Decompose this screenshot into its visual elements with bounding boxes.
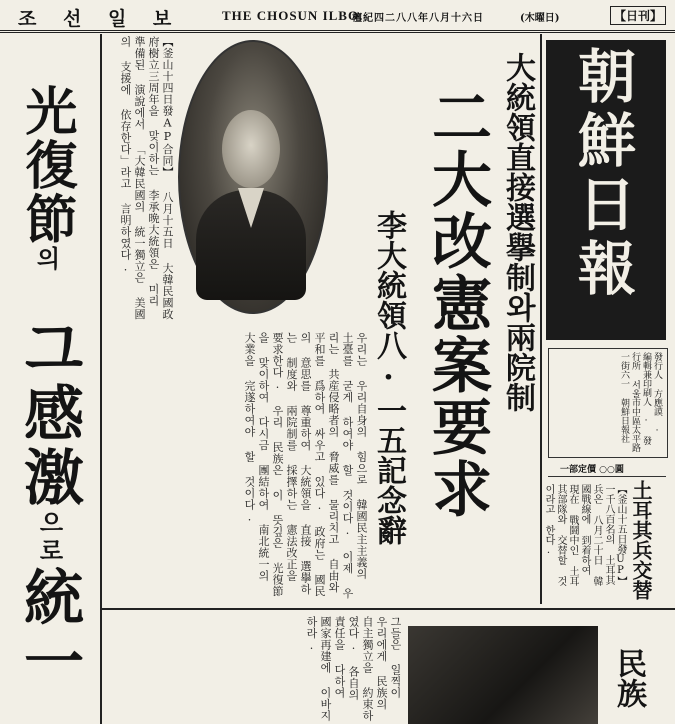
bottom-rule (100, 608, 675, 610)
nameplate-info: 發行人 方應謨 · 編輯兼印刷人 · 發行所 서울市中區太平路一街六一 朝鮮日報社 (619, 352, 662, 452)
left-headline-particle-2: 으로 (35, 510, 64, 566)
main-headline: 二大改憲案要求 (422, 86, 492, 520)
portrait-photo-face (222, 110, 280, 188)
column-rule-left (100, 34, 102, 724)
masthead-date: 檀紀四二八八年八月十六日 (352, 13, 484, 24)
left-headline-line2 (14, 318, 84, 724)
photo-caption: 【釜山十四日發AP合同】 八月十五日 大韓民國政府樹立三周年을 맞이하는 李承晩大統領은 미리 準備된 演說에서 「大韓民國의 統一獨立은 美國의 支援에 依存한다」라고 言明하였다. (119, 36, 174, 320)
price-text: 一部定價 ○○圓 (560, 465, 624, 475)
masthead-weekday: (木曜日) (520, 13, 560, 24)
masthead-edition: 【日刊】 (610, 6, 666, 25)
bottom-photo (408, 626, 598, 724)
brief-title: 土耳其兵交替 (629, 480, 653, 600)
article-body: 우리는 우리自身의 힘으로 韓國民主主義의 土臺를 굳게 하여야 할 것이다. 이제 우리는 共産侵略者의 脅威를 물리치고 自由와 平和를 爲하여 싸우고 있다. 政府는 國民의 意思를 尊重하여 大統領을 直接 選擧하는 制度와 兩院制를 採擇하는 憲法改正을 要求한다. 우리 民族은 이 뜻깊은 光復節을 맞이하여 다시금 團結하여 南北統一의 大業을 完遂하여야 할 것이다. (243, 332, 368, 599)
nameplate-title: 朝鮮日報 (568, 46, 636, 302)
bottom-article-text: 그들은 일찍이 우리에게 民族의 自主獨立을 約束하였다. 各自의 責任을 다하여 國家再建에 이바지하라. (305, 616, 402, 722)
bottom-headline: 民族 (611, 648, 646, 708)
main-headline-credit: 李大統領八·一五記念辭 (371, 210, 406, 545)
left-headline-line1 (16, 84, 77, 272)
brief-text: 【釜山十五日發UP】 一千八百名의 土耳其兵은 八月二十日 韓國戰線에 到着하여 現在 戰鬪中인 土耳其部隊와 交替할 것이라고 한다. (543, 484, 626, 586)
left-headline-text-2: 그感激 (14, 318, 84, 510)
left-headline-text-3: 統一 (14, 566, 84, 694)
left-headline-text-1: 光復節 (16, 84, 77, 246)
masthead-english-name: THE CHOSUN ILBO. (222, 8, 364, 23)
main-subheadline: 大統領直接選擧制와兩院制 (500, 52, 535, 412)
left-headline-particle-1: 의 (32, 246, 61, 272)
masthead-korean-name: 조 선 일 보 (18, 8, 182, 30)
